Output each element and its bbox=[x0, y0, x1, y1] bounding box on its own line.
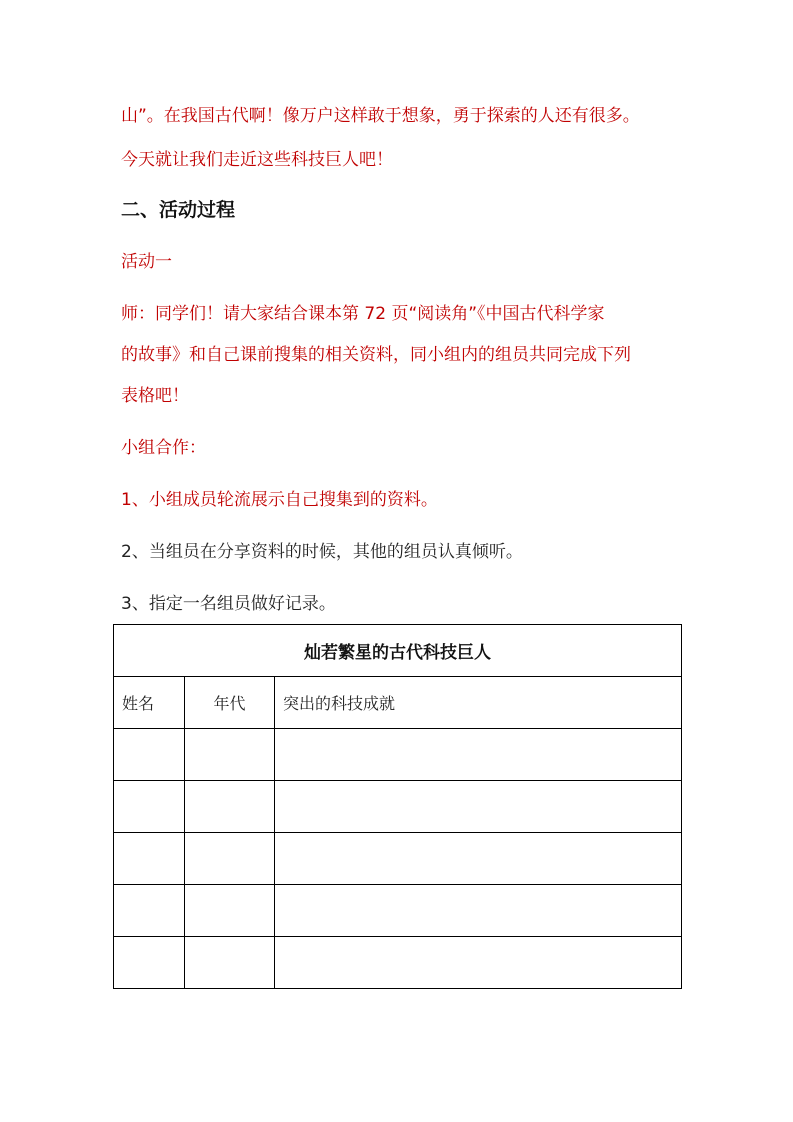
activity-label: 活动一 bbox=[121, 252, 172, 272]
cell-era[interactable] bbox=[185, 781, 275, 833]
cell-achievement[interactable] bbox=[275, 833, 682, 885]
cell-name[interactable] bbox=[114, 833, 185, 885]
table-row bbox=[114, 729, 682, 781]
teacher-line-3: 表格吧！ bbox=[121, 386, 189, 406]
cell-achievement[interactable] bbox=[275, 885, 682, 937]
intro-line-1: 山”。在我国古代啊！像万户这样敢于想象，勇于探索的人还有很多。 bbox=[121, 106, 640, 126]
table-row bbox=[114, 781, 682, 833]
header-achievement: 突出的科技成就 bbox=[275, 677, 682, 729]
cell-name[interactable] bbox=[114, 781, 185, 833]
cell-achievement[interactable] bbox=[275, 781, 682, 833]
header-name: 姓名 bbox=[114, 677, 185, 729]
cell-era[interactable] bbox=[185, 729, 275, 781]
intro-line-2: 今天就让我们走近这些科技巨人吧！ bbox=[121, 150, 393, 170]
teacher-line-2: 的故事》和自己课前搜集的相关资料，同小组内的组员共同完成下列 bbox=[121, 345, 631, 365]
scientists-table bbox=[113, 624, 682, 989]
cell-achievement[interactable] bbox=[275, 937, 682, 989]
table-caption: 灿若繁星的古代科技巨人 bbox=[114, 625, 682, 677]
teacher-line-1: 师：同学们！请大家结合课本第 72 页“阅读角”《中国古代科学家 bbox=[121, 304, 605, 324]
table-row bbox=[114, 885, 682, 937]
cell-name[interactable] bbox=[114, 729, 185, 781]
table-caption-row bbox=[114, 625, 682, 677]
step-2: 2、当组员在分享资料的时候，其他的组员认真倾听。 bbox=[121, 542, 523, 562]
step-1: 1、小组成员轮流展示自己搜集到的资料。 bbox=[121, 490, 438, 510]
cell-name[interactable] bbox=[114, 885, 185, 937]
cell-era[interactable] bbox=[185, 833, 275, 885]
cell-achievement[interactable] bbox=[275, 729, 682, 781]
header-era: 年代 bbox=[185, 677, 275, 729]
cell-era[interactable] bbox=[185, 937, 275, 989]
step-3: 3、指定一名组员做好记录。 bbox=[121, 594, 336, 614]
cell-era[interactable] bbox=[185, 885, 275, 937]
group-label: 小组合作： bbox=[121, 438, 206, 458]
table-row bbox=[114, 937, 682, 989]
table-header-row bbox=[114, 677, 682, 729]
cell-name[interactable] bbox=[114, 937, 185, 989]
section-heading: 二、活动过程 bbox=[121, 199, 236, 221]
table-row bbox=[114, 833, 682, 885]
